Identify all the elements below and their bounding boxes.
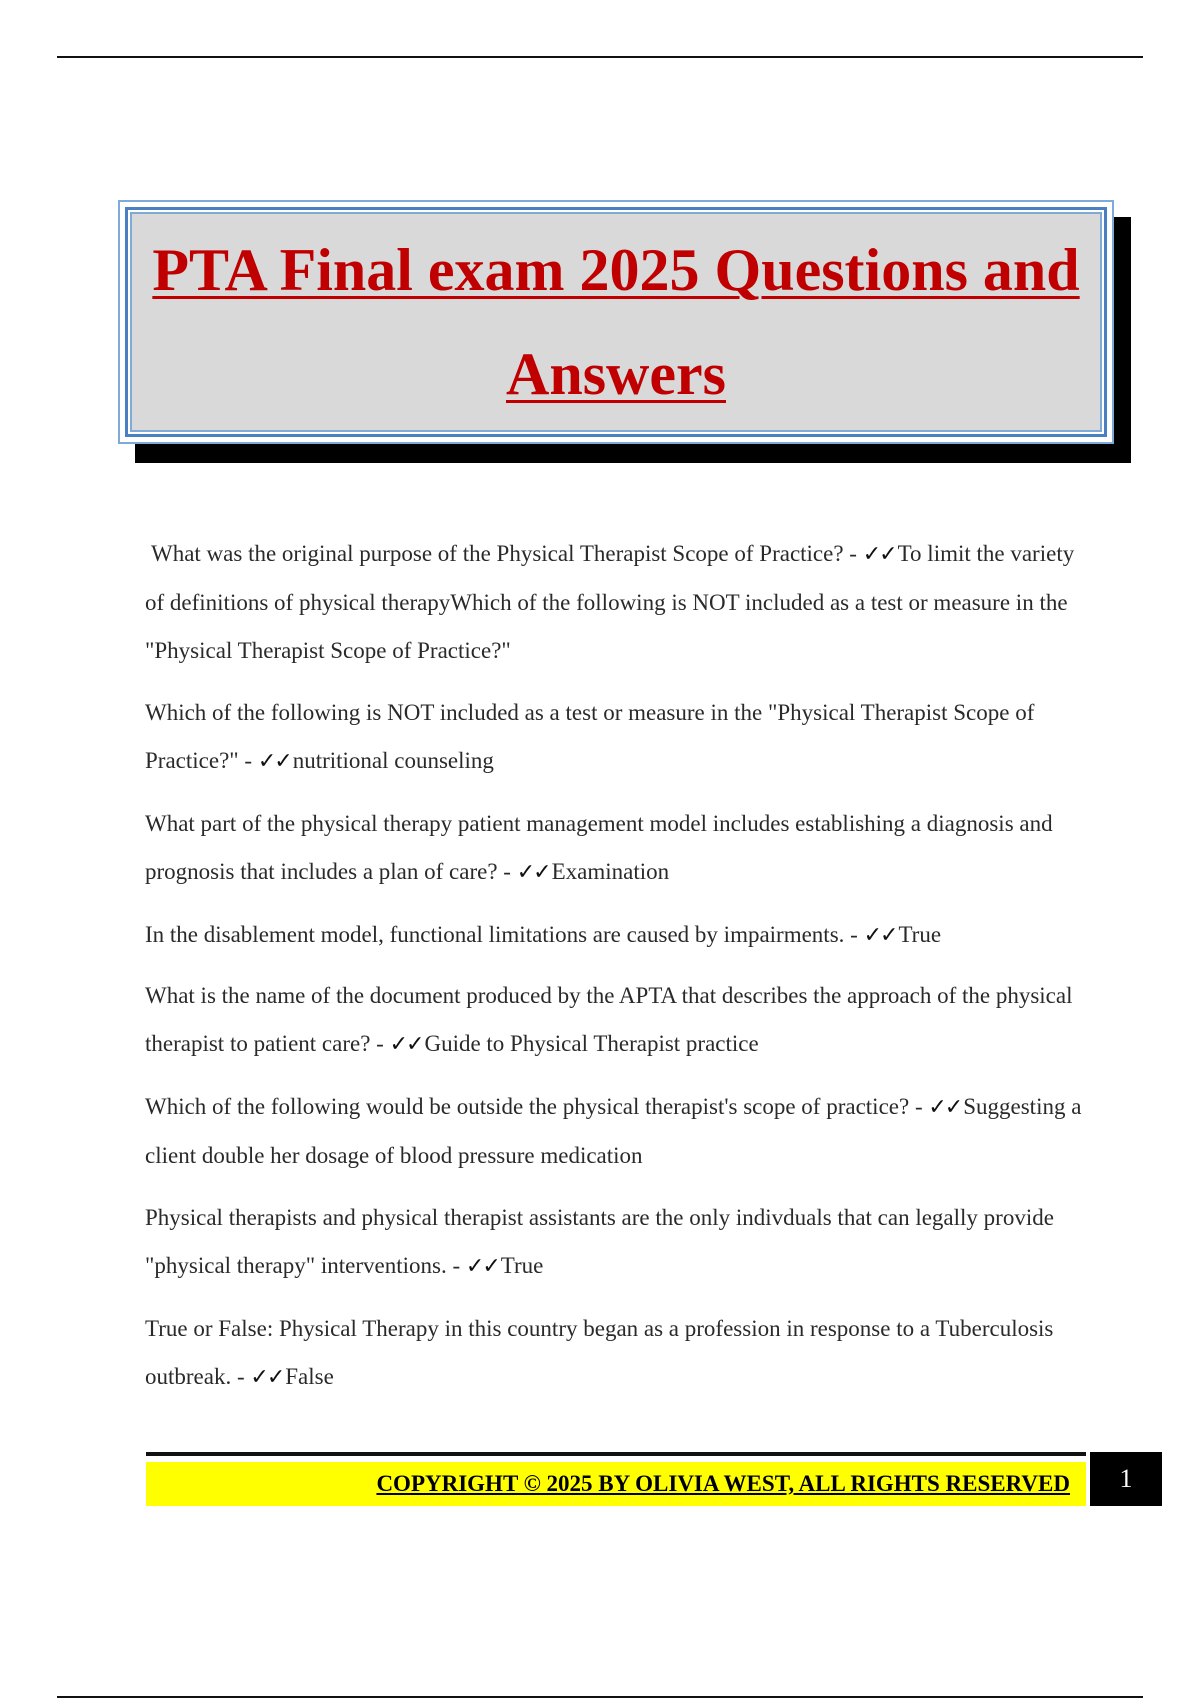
question-text: True or False: Physical Therapy in this country began as a profession in response to a Tuberculosis outbreak. - [145,1316,1054,1389]
question-text: What was the original purpose of the Physical Therapist Scope of Practice? - [151,541,863,566]
bottom-rule [57,1696,1143,1698]
answer-text: Guide to Physical Therapist practice [424,1031,759,1056]
qa-item [145,972,1085,1069]
check-mark-icon: ✓✓ [389,1032,423,1057]
question-text: What part of the physical therapy patient management model includes establishing a diagnosis and prognosis that includes a plan of care? - [145,811,1053,884]
qa-item [145,1194,1085,1291]
question-text: Which of the following is NOT included as a test or measure in the "Physical Therapist Scope of Practice?" - [145,700,1035,773]
question-text: What is the name of the document produced by the APTA that describes the approach of the physical therapist to patient care? - [145,983,1073,1056]
check-mark-icon: ✓✓ [928,1095,962,1120]
check-mark-icon: ✓✓ [257,749,291,774]
question-text: Physical therapists and physical therapist assistants are the only indivduals that can legally provide "physical therapy" interventions. - [145,1205,1054,1278]
answer-text: True [898,922,942,947]
answer-text: nutritional counseling [292,748,494,773]
top-rule [57,56,1143,58]
footer-rule [146,1452,1086,1456]
check-mark-icon: ✓✓ [863,923,897,948]
page-number: 1 [1090,1452,1162,1506]
copyright-footer [146,1462,1086,1506]
qa-item [145,800,1085,897]
title-box [118,200,1114,444]
copyright-text: COPYRIGHT © 2025 BY OLIVIA WEST, ALL RIGHTS RESERVED [376,1471,1070,1496]
question-text: In the disablement model, functional limitations are caused by impairments. - [145,922,864,947]
qa-item [145,911,1085,960]
qa-list [145,530,1085,1416]
qa-item [145,689,1085,786]
document-title-line2: Answers [506,341,726,407]
qa-item [145,1305,1085,1402]
answer-text: Suggesting a client double her dosage of blood pressure medication [145,1094,1082,1168]
answer-text: Examination [551,859,670,884]
answer-text: False [285,1364,334,1389]
check-mark-icon: ✓✓ [516,860,550,885]
check-mark-icon: ✓✓ [465,1254,499,1279]
answer-text: True [500,1253,544,1278]
title-banner [118,200,1114,444]
check-mark-icon: ✓✓ [862,542,896,567]
check-mark-icon: ✓✓ [250,1365,284,1390]
qa-item [145,1083,1085,1180]
document-title-line1: PTA Final exam 2025 Questions and [152,237,1080,303]
answer-text: To limit the variety of definitions of physical therapyWhich of the following is NOT included as a test or measure in the "Physical Therapist Scope of Practice?" [145,541,1075,663]
question-text: Which of the following would be outside the physical therapist's scope of practice? - [145,1094,929,1119]
qa-item [145,530,1085,675]
